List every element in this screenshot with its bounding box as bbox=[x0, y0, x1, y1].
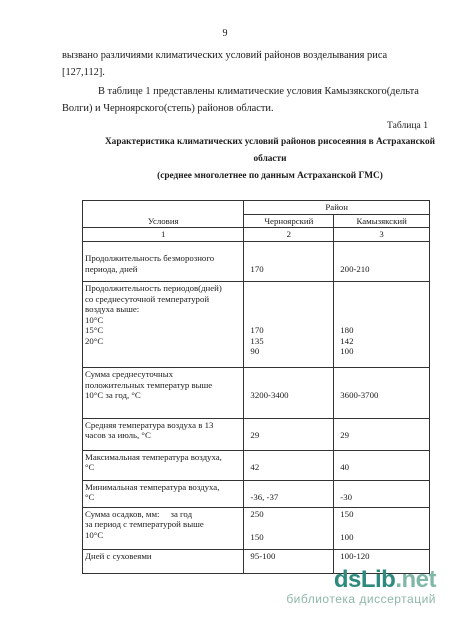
row-label: Сумма осадков, мм: за год за период с температурой выше 10°С bbox=[83, 507, 244, 550]
paragraph-1-line-1: вызвано различиями климатических условий районов возделывания риса bbox=[62, 50, 388, 61]
cell-chernoyarsky: -36, -37 bbox=[244, 480, 334, 507]
header-chernoyarsky: Черноярский bbox=[244, 214, 334, 228]
row-label: Минимальная температура воздуха, °С bbox=[83, 480, 244, 507]
table-row bbox=[83, 282, 430, 368]
dslib-logo: dsLib.net bbox=[333, 566, 436, 593]
caption-line-1: Характеристика климатических условий районов рисосеяния в Астраханской bbox=[104, 137, 436, 147]
cell-kamyzyaksky: 150 100 bbox=[334, 507, 430, 550]
table-row bbox=[83, 418, 430, 450]
table-label: Таблица 1 bbox=[386, 120, 428, 131]
table-caption bbox=[90, 134, 450, 185]
cell-kamyzyaksky: 29 bbox=[334, 418, 430, 450]
cell-chernoyarsky: 29 bbox=[244, 418, 334, 450]
row-label: Дней с суховеями bbox=[83, 550, 244, 574]
cell-kamyzyaksky: 40 bbox=[334, 450, 430, 480]
paragraph-1-line-2: [127,112]. bbox=[62, 67, 105, 78]
paragraph-2-line-2: Волги) и Черноярского(степь) районов области. bbox=[62, 103, 274, 114]
row-label: Продолжительность безморозного периода, дней bbox=[83, 241, 244, 282]
row-label: Продолжительность периодов(дней) со среднесуточной температурой воздуха выше: 10°С 15°С 20°С bbox=[83, 282, 244, 368]
header-region: Район bbox=[244, 201, 430, 215]
cell-kamyzyaksky: 180 142 100 bbox=[334, 282, 430, 368]
dslib-subtitle: библиотека диссертаций bbox=[286, 592, 436, 606]
cell-kamyzyaksky: 200-210 bbox=[334, 241, 430, 282]
table-row bbox=[83, 368, 430, 419]
row-label: Максимальная температура воздуха, °С bbox=[83, 450, 244, 480]
column-number-3: 3 bbox=[334, 228, 430, 242]
table-row bbox=[83, 480, 430, 507]
cell-chernoyarsky: 170 135 90 bbox=[244, 282, 334, 368]
page-number: 9 bbox=[222, 28, 228, 39]
climate-table bbox=[82, 200, 430, 574]
column-number-1: 1 bbox=[83, 228, 244, 242]
cell-kamyzyaksky: 3600-3700 bbox=[334, 368, 430, 419]
row-label: Сумма среднесуточных положительных температур выше 10°С за год, °С bbox=[83, 368, 244, 419]
caption-line-3: (среднее многолетнее по данным Астраханской ГМС) bbox=[157, 171, 383, 181]
table-row bbox=[83, 241, 430, 282]
dslib-watermark bbox=[286, 566, 436, 606]
caption-line-2: области bbox=[253, 154, 287, 164]
paragraph-2-line-1: В таблице 1 представлены климатические условия Камызякского(дельта bbox=[98, 86, 419, 97]
table-row bbox=[83, 450, 430, 480]
header-kamyzyaksky: Камызякский bbox=[334, 214, 430, 228]
column-number-2: 2 bbox=[244, 228, 334, 242]
cell-chernoyarsky: 3200-3400 bbox=[244, 368, 334, 419]
header-conditions: Условия bbox=[83, 201, 244, 228]
cell-chernoyarsky: 95-100 bbox=[244, 550, 334, 574]
cell-chernoyarsky: 42 bbox=[244, 450, 334, 480]
cell-chernoyarsky: 170 bbox=[244, 241, 334, 282]
cell-chernoyarsky: 250 150 bbox=[244, 507, 334, 550]
cell-kamyzyaksky: 100-120 bbox=[334, 550, 430, 574]
cell-kamyzyaksky: -30 bbox=[334, 480, 430, 507]
row-label: Средняя температура воздуха в 13 часов за июль, °С bbox=[83, 418, 244, 450]
table-row bbox=[83, 507, 430, 550]
